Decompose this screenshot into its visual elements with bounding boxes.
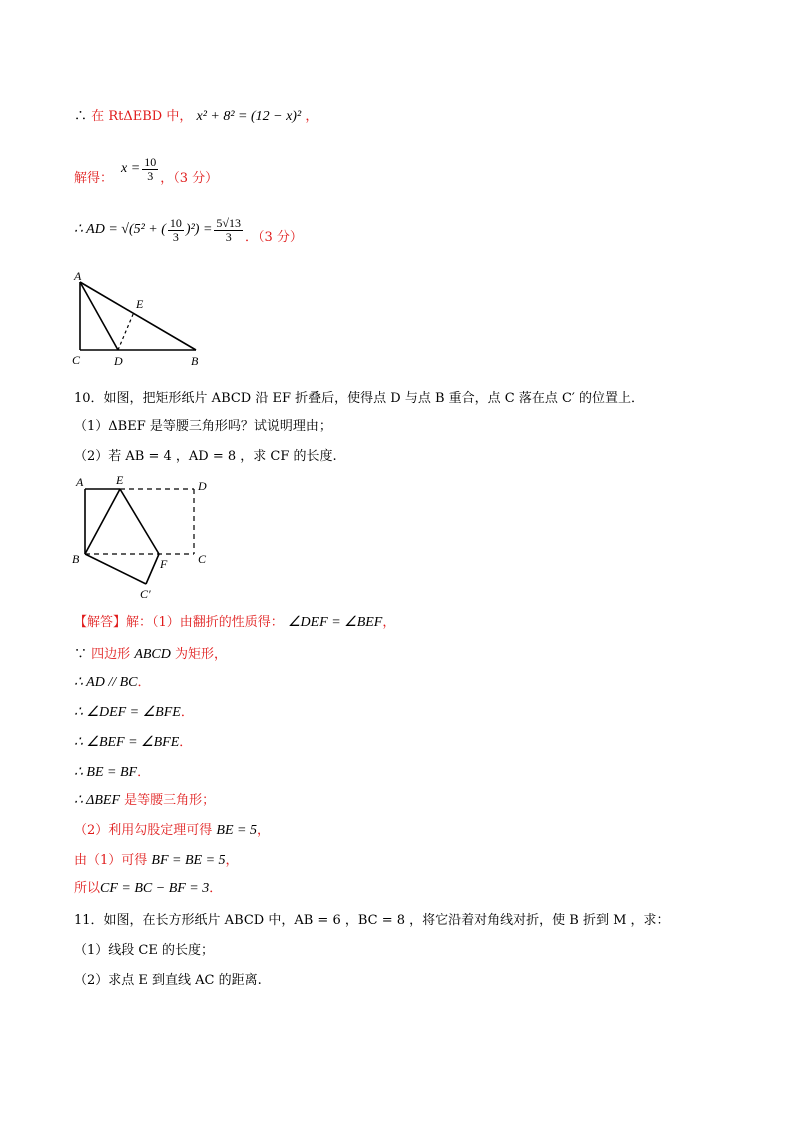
in-prefix: 在 (91, 109, 105, 124)
answer-punct: ． (137, 675, 151, 690)
segment-de-dashed (118, 312, 134, 350)
label-e: E (136, 297, 144, 311)
answer-text: 由（1）可得 (74, 853, 148, 868)
segment-ad (80, 282, 118, 350)
label-e: E (116, 473, 124, 487)
answer-text: 为矩形， (175, 647, 228, 662)
figure-folded-rectangle (66, 472, 216, 602)
label-a: A (74, 269, 82, 283)
question-11-part-2: （2）求点 E 到直线 AC 的距离. (74, 973, 262, 988)
fraction-numerator: 5√13 (216, 215, 241, 230)
answer-math: BF = BE = 5 (151, 853, 226, 868)
label-c: C (72, 353, 81, 367)
answer-punct: ． (209, 881, 223, 896)
solution-line-solve-x (74, 152, 218, 186)
score-note: ．（3 分） (244, 230, 303, 245)
figure-triangle-abc (66, 268, 216, 368)
answer-text: （1）由翻折的性质得： (152, 615, 284, 630)
segment-cprime-f (146, 554, 159, 584)
segment-ef (120, 489, 159, 554)
answer-10-line-1 (74, 614, 395, 632)
segment-bcprime (85, 554, 146, 584)
answer-10-line-9 (74, 852, 239, 870)
label-c: C (198, 552, 207, 566)
answer-punct: ． (137, 765, 151, 780)
segment-ab (80, 282, 196, 350)
answer-punct: ． (179, 735, 193, 750)
fraction-result (214, 217, 243, 244)
answer-text: 是等腰三角形； (124, 793, 216, 808)
ad-mid: )²) = (185, 222, 213, 237)
x-equals: x = (121, 161, 141, 176)
question-11-part-1: （1）线段 CE 的长度； (74, 943, 214, 958)
label-f: F (160, 557, 168, 571)
answer-math: ∴ ∠DEF = ∠BFE (74, 705, 181, 720)
ad-lhs: ∴ AD = √(5² + ( (74, 222, 166, 237)
fraction-denominator: 3 (225, 229, 232, 244)
answer-punct: ． (180, 705, 194, 720)
answer-10-line-5 (74, 734, 192, 752)
answer-punct: ， (225, 853, 239, 868)
in-suffix: 中， (166, 109, 193, 124)
fraction-numerator: 10 (169, 215, 182, 230)
question-10-part-1: （1）ΔBEF 是等腰三角形吗？试说明理由； (74, 419, 332, 434)
answer-text: 四边形 (91, 647, 131, 662)
question-10-stem: 10．如图，把矩形纸片 ABCD 沿 EF 折叠后，使得点 D 与点 B 重合，点 C 落在点 C′ 的位置上． (74, 391, 645, 406)
answer-tag: 【解答】解： (74, 615, 153, 630)
question-11-stem: 11．如图，在长方形纸片 ABCD 中，AB = 6 ，BC = 8 ，将它沿着对角线对折，使 B 折到 M ，求： (74, 913, 670, 928)
answer-punct: ， (382, 615, 396, 630)
question-10-part-2: （2）若 AB = 4 ，AD = 8 ，求 CF 的长度. (74, 449, 337, 464)
answer-math: ∴ ΔBEF (74, 793, 121, 808)
answer-math: ∴ ∠BEF = ∠BFE (74, 735, 180, 750)
answer-math: BE = 5 (216, 823, 257, 838)
answer-punct: ， (256, 823, 270, 838)
fraction-numerator: 10 (144, 154, 157, 169)
segment-eb (85, 489, 120, 554)
answer-10-line-2 (74, 646, 227, 664)
fraction-ten-thirds (168, 217, 184, 244)
answer-math: ∴ AD // BC (74, 675, 138, 690)
answer-10-line-4 (74, 704, 194, 722)
answer-math: ABCD (134, 647, 171, 662)
fraction-ten-thirds (142, 156, 158, 183)
answer-10-line-6 (74, 764, 150, 782)
answer-math: ∴ BE = BF (74, 765, 138, 780)
answer-10-line-8 (74, 822, 270, 840)
answer-math: CF = BC − BF = 3 (100, 881, 210, 896)
therefore-symbol: ∴ (74, 109, 88, 124)
answer-math: ∠DEF = ∠BEF (287, 615, 383, 630)
answer-10-line-10 (74, 880, 222, 898)
pythagoras-equation: x² + 8² = (12 − x)² (196, 109, 302, 124)
solution-line-ad-length (74, 212, 303, 248)
answer-10-line-3 (74, 674, 151, 692)
triangle-name: RtΔEBD (108, 109, 163, 124)
label-b: B (191, 354, 199, 368)
answer-text: （2）利用勾股定理可得 (74, 823, 213, 838)
score-note: ，（3 分） (160, 171, 219, 186)
label-a: A (76, 475, 84, 489)
label-b: B (72, 552, 80, 566)
answer-text: 所以 (74, 881, 101, 896)
label-d: D (114, 354, 123, 368)
answer-10-line-7 (74, 792, 215, 810)
label-c-prime: C′ (140, 587, 151, 601)
fraction-denominator: 3 (147, 168, 154, 183)
because-symbol: ∵ (74, 647, 88, 662)
solution-line-pythagoras (74, 108, 318, 126)
comma: ， (305, 109, 319, 124)
label-d: D (198, 479, 207, 493)
fraction-denominator: 3 (172, 229, 179, 244)
solve-label: 解得： (74, 171, 114, 186)
